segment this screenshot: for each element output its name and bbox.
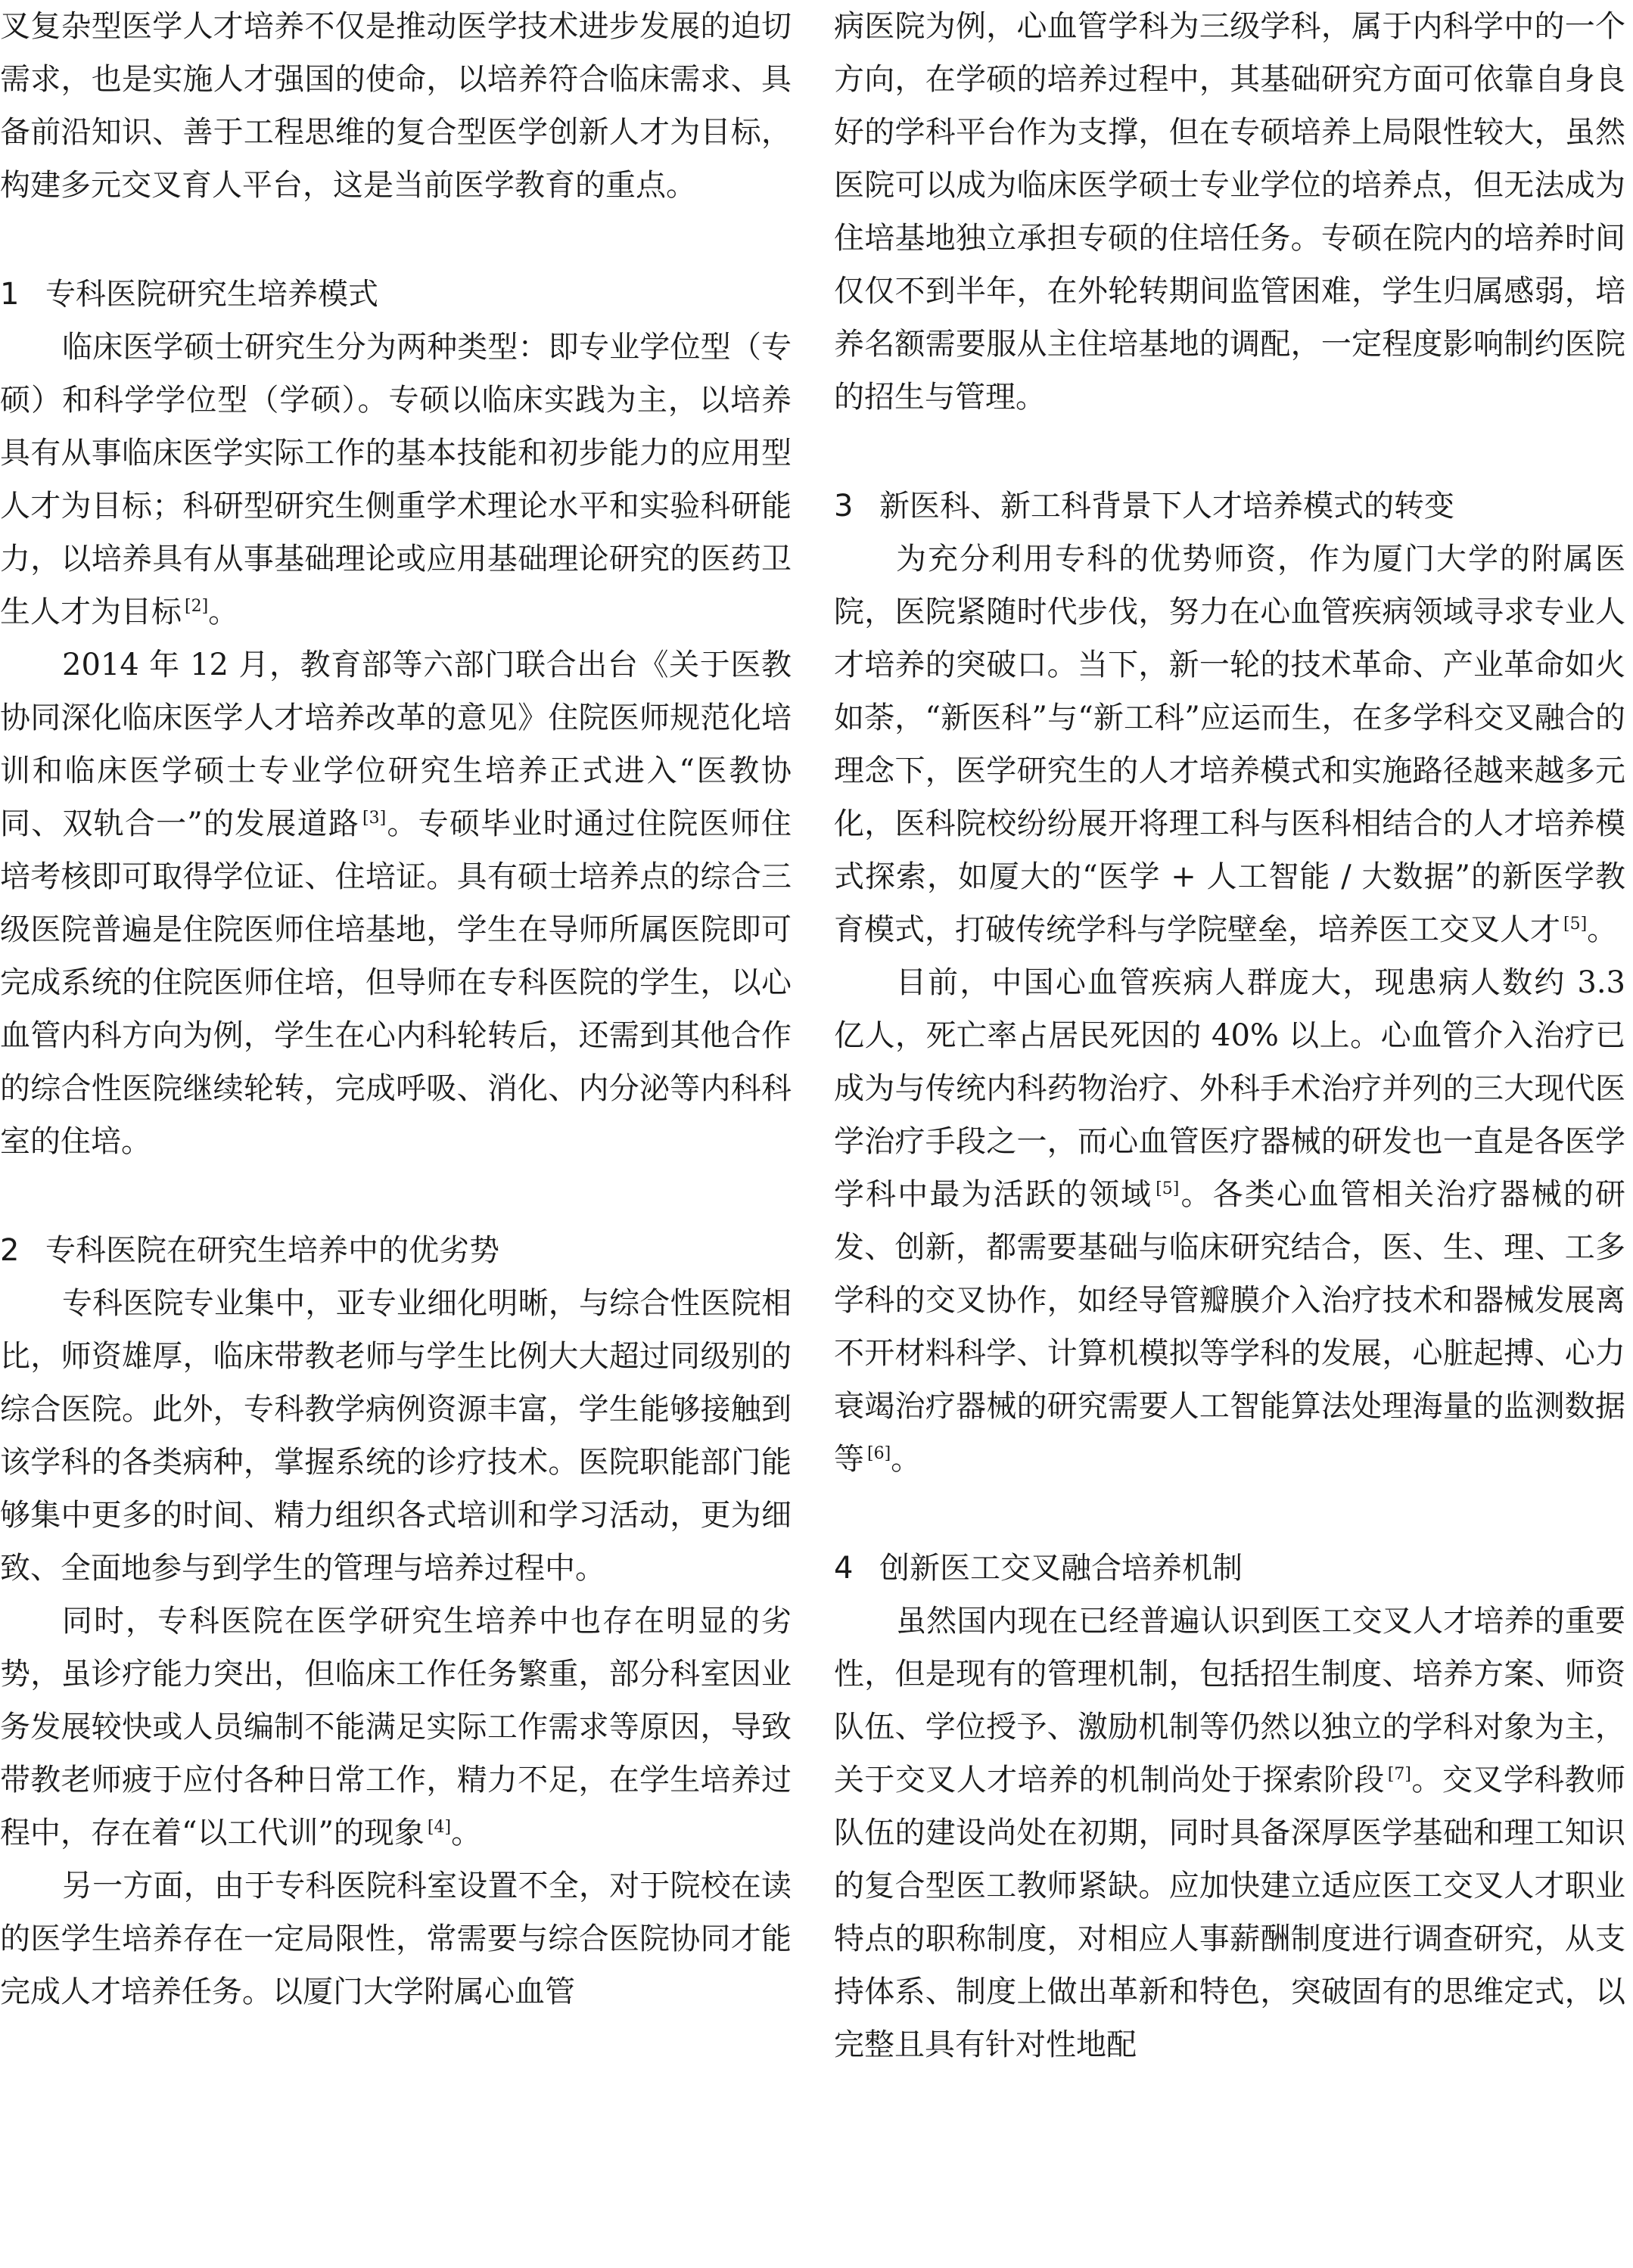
- citation-7: [7]: [1387, 1764, 1411, 1784]
- citation-2: [2]: [185, 596, 209, 616]
- left-column: [0, 0, 792, 2018]
- section-2-paragraph-2: 同时，专科医院在医学研究生培养中也存在明显的劣势，虽诊疗能力突出，但临床工作任务繁重，部分科室因业务发展较快或人员编制不能满足实际工作需求等原因，导致带教老师疲于应付各种日常工作，精力不足，在学生培养过程中，存在着“以工代训”的现象 [4]。: [0, 1604, 792, 1850]
- section-2-number: 2: [0, 1233, 20, 1268]
- section-2-paragraph-1: 专科医院专业集中，亚专业细化明晰，与综合性医院相比，师资雄厚，临床带教老师与学生比例大大超过同级别的综合医院。此外，专科教学病例资源丰富，学生能够接触到该学科的各类病种，掌握系统的诊疗技术。医院职能部门能够集中更多的时间、精力组织各式培训和学习活动，更为细致、全面地参与到学生的管理与培养过程中。: [0, 1286, 792, 1586]
- citation-5: [5]: [1563, 914, 1588, 934]
- section-4-number: 4: [834, 1551, 854, 1586]
- section-2-heading: [0, 1224, 792, 1277]
- section-3-title: 新医科、新工科背景下人才培养模式的转变: [879, 489, 1454, 524]
- right-column: [834, 0, 1625, 2071]
- continued-paragraph: 病医院为例，心血管学科为三级学科，属于内科学中的一个方向，在学硕的培养过程中，其基础研究方面可依靠自身良好的学科平台作为支撑，但在专硕培养上局限性较大，虽然医院可以成为临床医学硕士专业学位的培养点，但无法成为住培基地独立承担专硕的住培任务。专硕在院内的培养时间仅仅不到半年，在外轮转期间监管困难，学生归属感弱，培养名额需要服从主住培基地的调配，一定程度影响制约医院的招生与管理。: [834, 9, 1625, 415]
- section-3-paragraph-2: 目前，中国心血管疾病人群庞大，现患病人数约 3.3 亿人，死亡率占居民死因的 40% 以上。心血管介入治疗已成为与传统内科药物治疗、外科手术治疗并列的三大现代医学治疗手段之一，而心血管医疗器械的研发也一直是各医学学科中最为活跃的领域 [5]。各类心血管相关治疗器械的研发、创新，都需要基础与临床研究结合，医、生、理、工多学科的交叉协作，如经导管瓣膜介入治疗技术和器械发展离不开材料科学、计算机模拟等学科的发展，心脏起搏、心力衰竭治疗器械的研究需要人工智能算法处理海量的监测数据等 [6]。: [834, 965, 1626, 1477]
- section-3-heading: [834, 480, 1625, 533]
- section-1-heading: [0, 268, 792, 321]
- section-1-title: 专科医院研究生培养模式: [45, 277, 378, 312]
- section-1-number: 1: [0, 277, 20, 312]
- citation-4: [4]: [427, 1817, 452, 1837]
- citation-3: [3]: [362, 808, 387, 828]
- section-2-paragraph-3: 另一方面，由于专科医院科室设置不全，对于院校在读的医学生培养存在一定局限性，常需要与综合医院协同才能完成人才培养任务。以厦门大学附属心血管: [0, 1869, 792, 2009]
- section-1-paragraph-2: 2014 年 12 月，教育部等六部门联合出台《关于医教协同深化临床医学人才培养改革的意见》住院医师规范化培训和临床医学硕士专业学位研究生培养正式进入“医教协同、双轨合一”的发展道路 [3]。专硕毕业时通过住院医师住培考核即可取得学位证、住培证。具有硕士培养点的综合三级医院普遍是住院医师住培基地，学生在导师所属医院即可完成系统的住院医师住培，但导师在专科医院的学生，以心血管内科方向为例，学生在心内科轮转后，还需到其他合作的综合性医院继续轮转，完成呼吸、消化、内分泌等内科科室的住培。: [0, 648, 792, 1159]
- intro-paragraph-tail: 叉复杂型医学人才培养不仅是推动医学技术进步发展的迫切需求，也是实施人才强国的使命，以培养符合临床需求、具备前沿知识、善于工程思维的复合型医学创新人才为目标，构建多元交叉育人平台，这是当前医学教育的重点。: [0, 9, 792, 203]
- section-3-number: 3: [834, 489, 854, 524]
- section-3-paragraph-1: 为充分利用专科的优势师资，作为厦门大学的附属医院，医院紧随时代步伐，努力在心血管疾病领域寻求专业人才培养的突破口。当下，新一轮的技术革命、产业革命如火如荼，“新医科”与“新工科”应运而生，在多学科交叉融合的理念下，医学研究生的人才培养模式和实施路径越来越多元化，医科院校纷纷展开将理工科与医科相结合的人才培养模式探索，如厦大的“医学 + 人工智能 / 大数据”的新医学教育模式，打破传统学科与学院壁垒，培养医工交叉人才 [5]。: [834, 542, 1625, 947]
- section-1-paragraph-1: 临床医学硕士研究生分为两种类型：即专业学位型（专硕）和科学学位型（学硕）。专硕以临床实践为主，以培养具有从事临床医学实际工作的基本技能和初步能力的应用型人才为目标；科研型研究生侧重学术理论水平和实验科研能力，以培养具有从事基础理论或应用基础理论研究的医药卫生人才为目标 [2]。: [0, 330, 792, 629]
- citation-6: [6]: [867, 1443, 891, 1463]
- section-4-title: 创新医工交叉融合培养机制: [879, 1551, 1243, 1586]
- section-4-paragraph-1: 虽然国内现在已经普遍认识到医工交叉人才培养的重要性，但是现有的管理机制，包括招生制度、培养方案、师资队伍、学位授予、激励机制等仍然以独立的学科对象为主，关于交叉人才培养的机制尚处于探索阶段 [7]。交叉学科教师队伍的建设尚处在初期，同时具备深厚医学基础和理工知识的复合型医工教师紧缺。应加快建立适应医工交叉人才职业特点的职称制度，对相应人事薪酬制度进行调查研究，从支持体系、制度上做出革新和特色，突破固有的思维定式，以完整且具有针对性地配: [834, 1604, 1626, 2062]
- section-4-heading: [834, 1542, 1625, 1595]
- citation-5b: [5]: [1156, 1179, 1180, 1198]
- section-2-title: 专科医院在研究生培养中的优劣势: [45, 1233, 499, 1268]
